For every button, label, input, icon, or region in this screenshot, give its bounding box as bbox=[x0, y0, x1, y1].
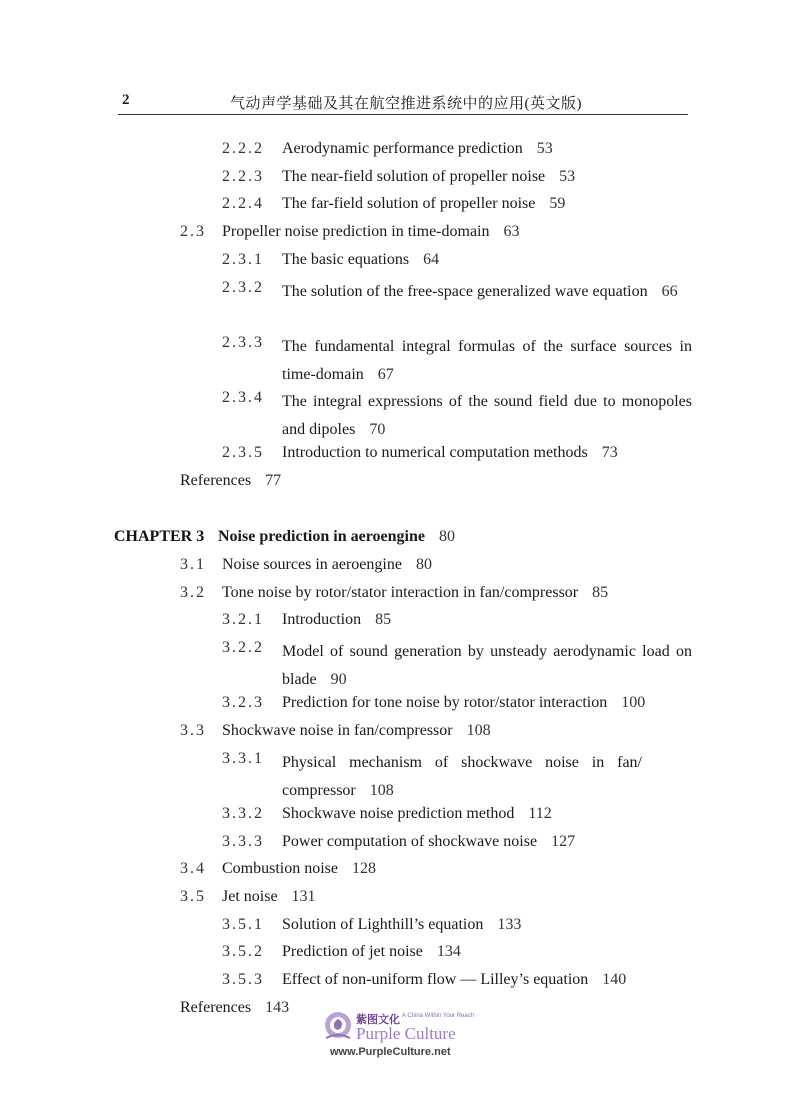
running-title: 气动声学基础及其在航空推进系统中的应用(英文版) bbox=[230, 96, 582, 112]
toc-number: 2.3.2 bbox=[222, 279, 264, 296]
toc-number: 3.3.3 bbox=[222, 833, 264, 850]
toc-number: 2.3.5 bbox=[222, 444, 264, 461]
toc-number: 2.2.3 bbox=[222, 168, 264, 185]
toc-number: 3.2.3 bbox=[222, 694, 264, 711]
toc-number: 3.1 bbox=[180, 556, 206, 573]
toc-page: 133 bbox=[497, 916, 522, 933]
toc-title: Aerodynamic performance prediction bbox=[282, 140, 523, 157]
page-header bbox=[118, 92, 688, 115]
toc-page: 64 bbox=[423, 251, 440, 268]
toc-page: 63 bbox=[503, 223, 520, 240]
toc-page: 131 bbox=[291, 888, 316, 905]
toc-page: 108 bbox=[466, 722, 491, 739]
toc-title: Shockwave noise prediction method bbox=[282, 805, 515, 822]
toc-number: 3.2.1 bbox=[222, 611, 264, 628]
toc-page: 80 bbox=[415, 556, 432, 573]
toc-page: 100 bbox=[621, 694, 646, 711]
toc-title: Prediction of jet noise bbox=[282, 943, 423, 960]
toc-number: 3.3.1 bbox=[222, 750, 264, 767]
toc-page: 108 bbox=[369, 781, 394, 799]
toc-title: The fundamental integral formulas of the surface sources in time-domain bbox=[282, 338, 692, 383]
toc-number: 2.2.2 bbox=[222, 140, 264, 157]
toc-title: Shockwave noise in fan/compressor bbox=[222, 722, 453, 739]
toc-title: Model of sound generation by unsteady aerodynamic load on blade bbox=[282, 643, 692, 688]
toc-title: Introduction bbox=[282, 611, 362, 628]
toc-page: 143 bbox=[265, 999, 290, 1016]
toc-number: 2.3.4 bbox=[222, 389, 264, 406]
toc-page: 80 bbox=[438, 528, 455, 545]
toc-page: 70 bbox=[369, 420, 386, 438]
toc-title: The solution of the free-space generalized wave equation bbox=[282, 283, 648, 300]
toc-page: 85 bbox=[375, 611, 392, 628]
toc-title: The integral expressions of the sound field due to monopoles and dipoles bbox=[282, 393, 692, 438]
toc-page: 112 bbox=[528, 805, 552, 822]
purple-culture-logo-icon bbox=[323, 1010, 353, 1047]
toc-title: Noise sources in aeroengine bbox=[222, 556, 402, 573]
toc-title: The near-field solution of propeller noise bbox=[282, 168, 546, 185]
toc-number: 3.2.2 bbox=[222, 639, 264, 656]
watermark-tagline: A China Within Your Reach bbox=[402, 1013, 475, 1019]
toc-page: 53 bbox=[559, 168, 576, 185]
toc-page: 59 bbox=[549, 195, 566, 212]
toc-number: 3.2 bbox=[180, 584, 206, 601]
toc-title: Combustion noise bbox=[222, 860, 339, 877]
toc-page: 66 bbox=[661, 283, 678, 300]
toc-page: 77 bbox=[265, 472, 282, 489]
toc-number: 3.5 bbox=[180, 888, 206, 905]
toc-title: References bbox=[180, 472, 252, 489]
toc-number: 3.5.3 bbox=[222, 971, 264, 988]
toc-page: 128 bbox=[352, 860, 377, 877]
toc-title: Prediction for tone noise by rotor/stator interaction bbox=[282, 694, 608, 711]
toc-number: 2.3 bbox=[180, 223, 206, 240]
toc-entry bbox=[180, 998, 289, 1018]
chapter-number: CHAPTER 3 bbox=[114, 528, 205, 545]
toc-title: Tone noise by rotor/stator interaction in fan/compressor bbox=[222, 584, 579, 601]
toc-title: Solution of Lighthill’s equation bbox=[282, 916, 484, 933]
toc-title: Jet noise bbox=[222, 888, 278, 905]
toc-page: 127 bbox=[551, 833, 576, 850]
watermark-brand: Purple Culture bbox=[356, 1024, 456, 1043]
toc-title: References bbox=[180, 999, 252, 1016]
toc-title: Introduction to numerical computation methods bbox=[282, 444, 588, 461]
chapter-title: Noise prediction in aeroengine bbox=[218, 528, 425, 545]
toc-number: 2.3.1 bbox=[222, 251, 264, 268]
toc-title: Propeller noise prediction in time-domain bbox=[222, 223, 490, 240]
toc-page: 67 bbox=[377, 365, 394, 383]
toc-number: 3.5.2 bbox=[222, 943, 264, 960]
toc-page: 90 bbox=[330, 670, 347, 688]
toc-entry bbox=[180, 471, 281, 491]
toc-number: 2.2.4 bbox=[222, 195, 264, 212]
toc-page: 134 bbox=[436, 943, 461, 960]
toc-page: 73 bbox=[601, 444, 618, 461]
toc-page: 85 bbox=[592, 584, 609, 601]
watermark bbox=[320, 1008, 500, 1063]
toc-number: 3.3.2 bbox=[222, 805, 264, 822]
watermark-chinese-name: 紫图文化 bbox=[356, 1014, 400, 1026]
toc-number: 3.4 bbox=[180, 860, 206, 877]
toc-title: Effect of non-uniform flow — Lilley’s equation bbox=[282, 971, 589, 988]
toc-page: 140 bbox=[602, 971, 627, 988]
page-number: 2 bbox=[122, 92, 130, 108]
toc-title: The far-field solution of propeller noise bbox=[282, 195, 536, 212]
watermark-url: www.PurpleCulture.net bbox=[330, 1046, 451, 1058]
toc-title: Physical mechanism of shockwave noise in fan/ compressor bbox=[282, 754, 642, 799]
toc-number: 2.3.3 bbox=[222, 334, 264, 351]
toc-page: 53 bbox=[536, 140, 553, 157]
toc-title: The basic equations bbox=[282, 251, 410, 268]
toc-number: 3.3 bbox=[180, 722, 206, 739]
toc-title: Power computation of shockwave noise bbox=[282, 833, 538, 850]
toc-number: 3.5.1 bbox=[222, 916, 264, 933]
